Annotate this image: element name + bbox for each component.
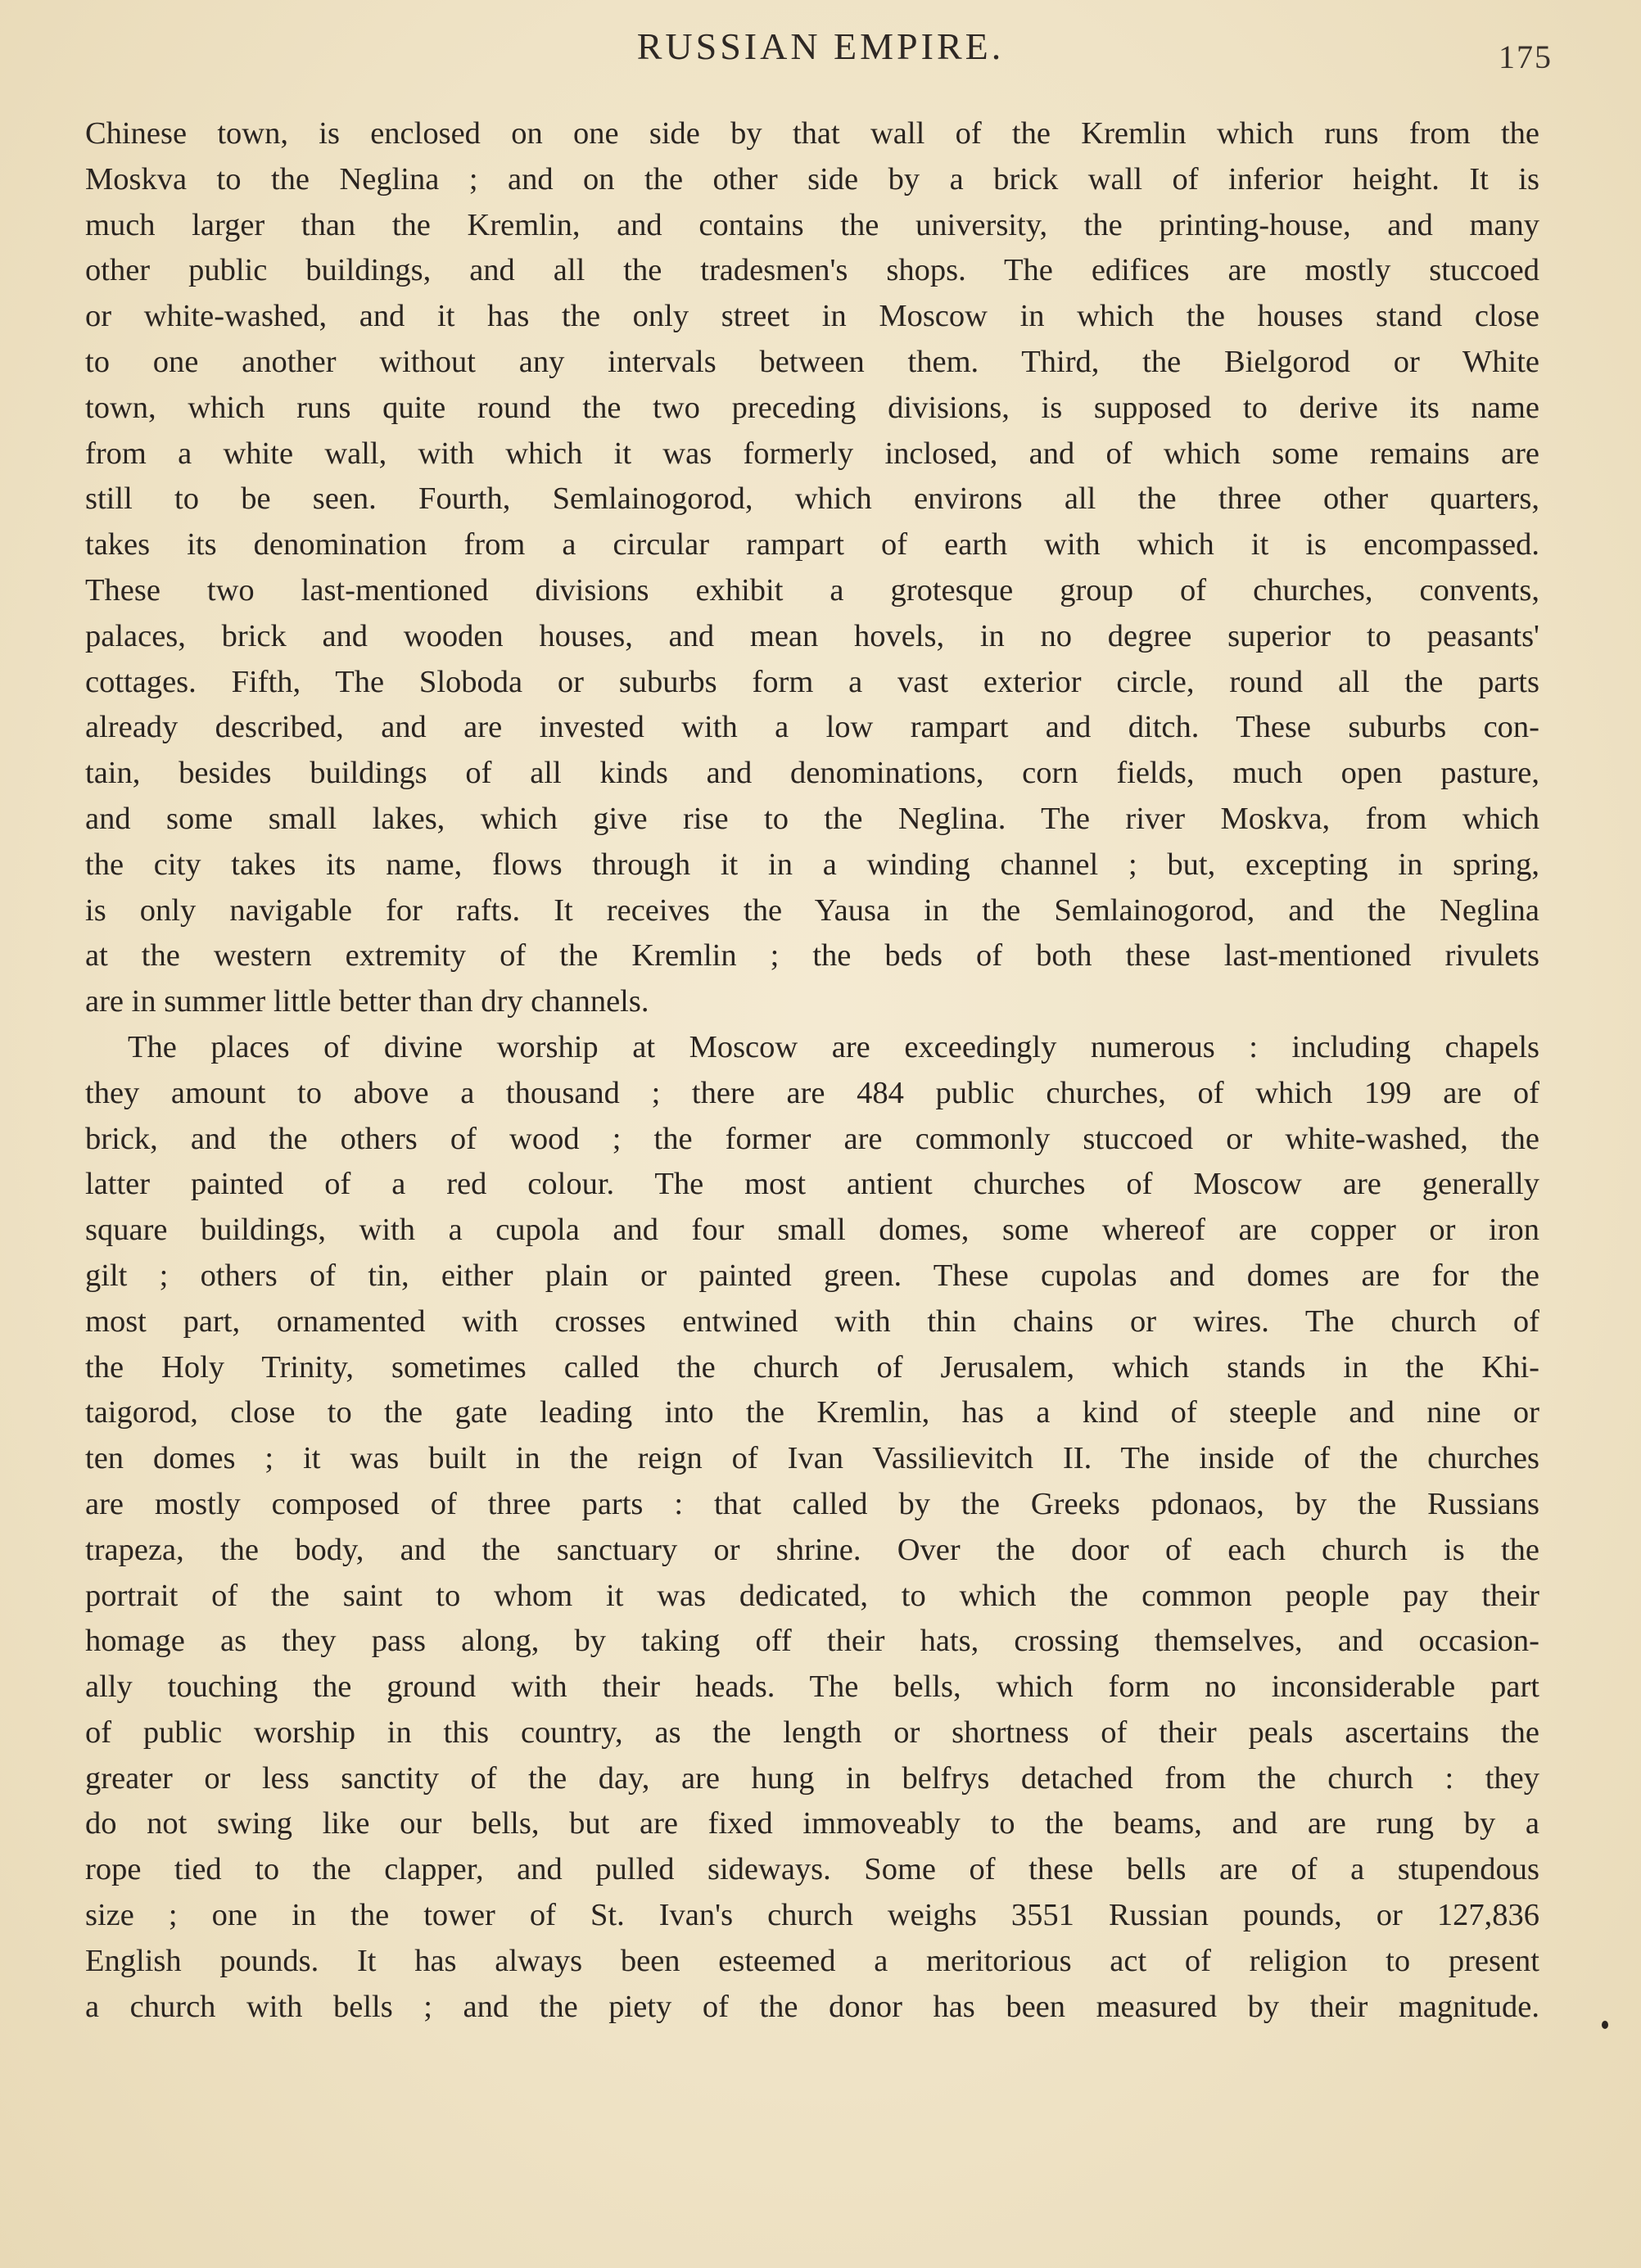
- text-line: the city takes its name, flows through it in a winding channel ; but, excepting in spring,: [85, 847, 1539, 882]
- text-line: Chinese town, is enclosed on one side by that wall of the Kremlin which runs from the: [85, 116, 1539, 151]
- text-line: the Holy Trinity, sometimes called the church of Jerusalem, which stands in the Khi-: [85, 1349, 1539, 1385]
- text-line: gilt ; others of tin, either plain or painted green. These cupolas and domes are for the: [85, 1258, 1539, 1293]
- text-line: trapeza, the body, and the sanctuary or shrine. Over the door of each church is the: [85, 1532, 1539, 1567]
- text-line: cottages. Fifth, The Sloboda or suburbs form a vast exterior circle, round all the parts: [85, 664, 1539, 699]
- text-line: portrait of the saint to whom it was dedicated, to which the common people pay their: [85, 1578, 1539, 1613]
- paragraph-start-line: The places of divine worship at Moscow are exceedingly numerous : including chapels: [128, 1029, 1539, 1064]
- text-line: much larger than the Kremlin, and contains the university, the printing-house, and many: [85, 207, 1539, 242]
- text-line: ally touching the ground with their heads. The bells, which form no inconsiderable part: [85, 1669, 1539, 1705]
- text-line: still to be seen. Fourth, Semlainogorod, which environs all the three other quarters,: [85, 481, 1539, 517]
- text-line: Moskva to the Neglina ; and on the other side by a brick wall of inferior height. It is: [85, 161, 1539, 197]
- text-line: brick, and the others of wood ; the former are commonly stuccoed or white-washed, the: [85, 1121, 1539, 1156]
- text-line: town, which runs quite round the two preceding divisions, is supposed to derive its name: [85, 390, 1539, 425]
- text-line: greater or less sanctity of the day, are hung in belfrys detached from the church : they: [85, 1760, 1539, 1796]
- text-line: from a white wall, with which it was formerly inclosed, and of which some remains are: [85, 436, 1539, 471]
- text-line: most part, ornamented with crosses entwined with thin chains or wires. The church of: [85, 1303, 1539, 1339]
- text-line: they amount to above a thousand ; there are 484 public churches, of which 199 are of: [85, 1075, 1539, 1110]
- text-line: is only navigable for rafts. It receives the Yausa in the Semlainogorod, and the Neglina: [85, 892, 1539, 928]
- text-line: ten domes ; it was built in the reign of Ivan Vassilievitch II. The inside of the churches: [85, 1441, 1539, 1476]
- page-number: 175: [1499, 38, 1553, 75]
- body-text: [85, 111, 1539, 2030]
- ink-speck: [1602, 2021, 1608, 2029]
- text-line: latter painted of a red colour. The most antient churches of Moscow are generally: [85, 1167, 1539, 1202]
- text-line: square buildings, with a cupola and four small domes, some whereof are copper or iron: [85, 1213, 1539, 1248]
- text-line: takes its denomination from a circular rampart of earth with which it is encompassed.: [85, 527, 1539, 562]
- text-line: English pounds. It has always been esteemed a meritorious act of religion to present: [85, 1943, 1539, 1978]
- text-line: and some small lakes, which give rise to the Neglina. The river Moskva, from which: [85, 801, 1539, 836]
- text-line: do not swing like our bells, but are fixed immoveably to the beams, and are rung by a: [85, 1806, 1539, 1841]
- running-head: RUSSIAN EMPIRE.: [636, 25, 1005, 67]
- text-line: already described, and are invested with a low rampart and ditch. These suburbs con-: [85, 710, 1539, 745]
- text-line: rope tied to the clapper, and pulled sideways. Some of these bells are of a stupendous: [85, 1852, 1539, 1887]
- text-line: a church with bells ; and the piety of the donor has been measured by their magnitude.: [85, 1989, 1539, 2024]
- text-line: palaces, brick and wooden houses, and mean hovels, in no degree superior to peasants': [85, 618, 1539, 653]
- text-line: taigorod, close to the gate leading into the Kremlin, has a kind of steeple and nine or: [85, 1395, 1539, 1430]
- text-line: other public buildings, and all the tradesmen's shops. The edifices are mostly stuccoed: [85, 253, 1539, 288]
- text-line: at the western extremity of the Kremlin ; the beds of both these last-mentioned rivulets: [85, 938, 1539, 974]
- text-line: tain, besides buildings of all kinds and denominations, corn fields, much open pasture,: [85, 756, 1539, 791]
- text-line: size ; one in the tower of St. Ivan's church weighs 3551 Russian pounds, or 127,836: [85, 1898, 1539, 1933]
- text-line: These two last-mentioned divisions exhibit a grotesque group of churches, convents,: [85, 572, 1539, 608]
- text-line: or white-washed, and it has the only street in Moscow in which the houses stand close: [85, 299, 1539, 334]
- text-line: homage as they pass along, by taking off their hats, crossing themselves, and occasion-: [85, 1624, 1539, 1659]
- paragraph-end-line: are in summer little better than dry channels.: [85, 984, 649, 1019]
- text-line: are mostly composed of three parts : that called by the Greeks pdonaos, by the Russians: [85, 1486, 1539, 1521]
- text-line: of public worship in this country, as the length or shortness of their peals ascertains the: [85, 1715, 1539, 1750]
- text-line: to one another without any intervals between them. Third, the Bielgorod or White: [85, 344, 1539, 379]
